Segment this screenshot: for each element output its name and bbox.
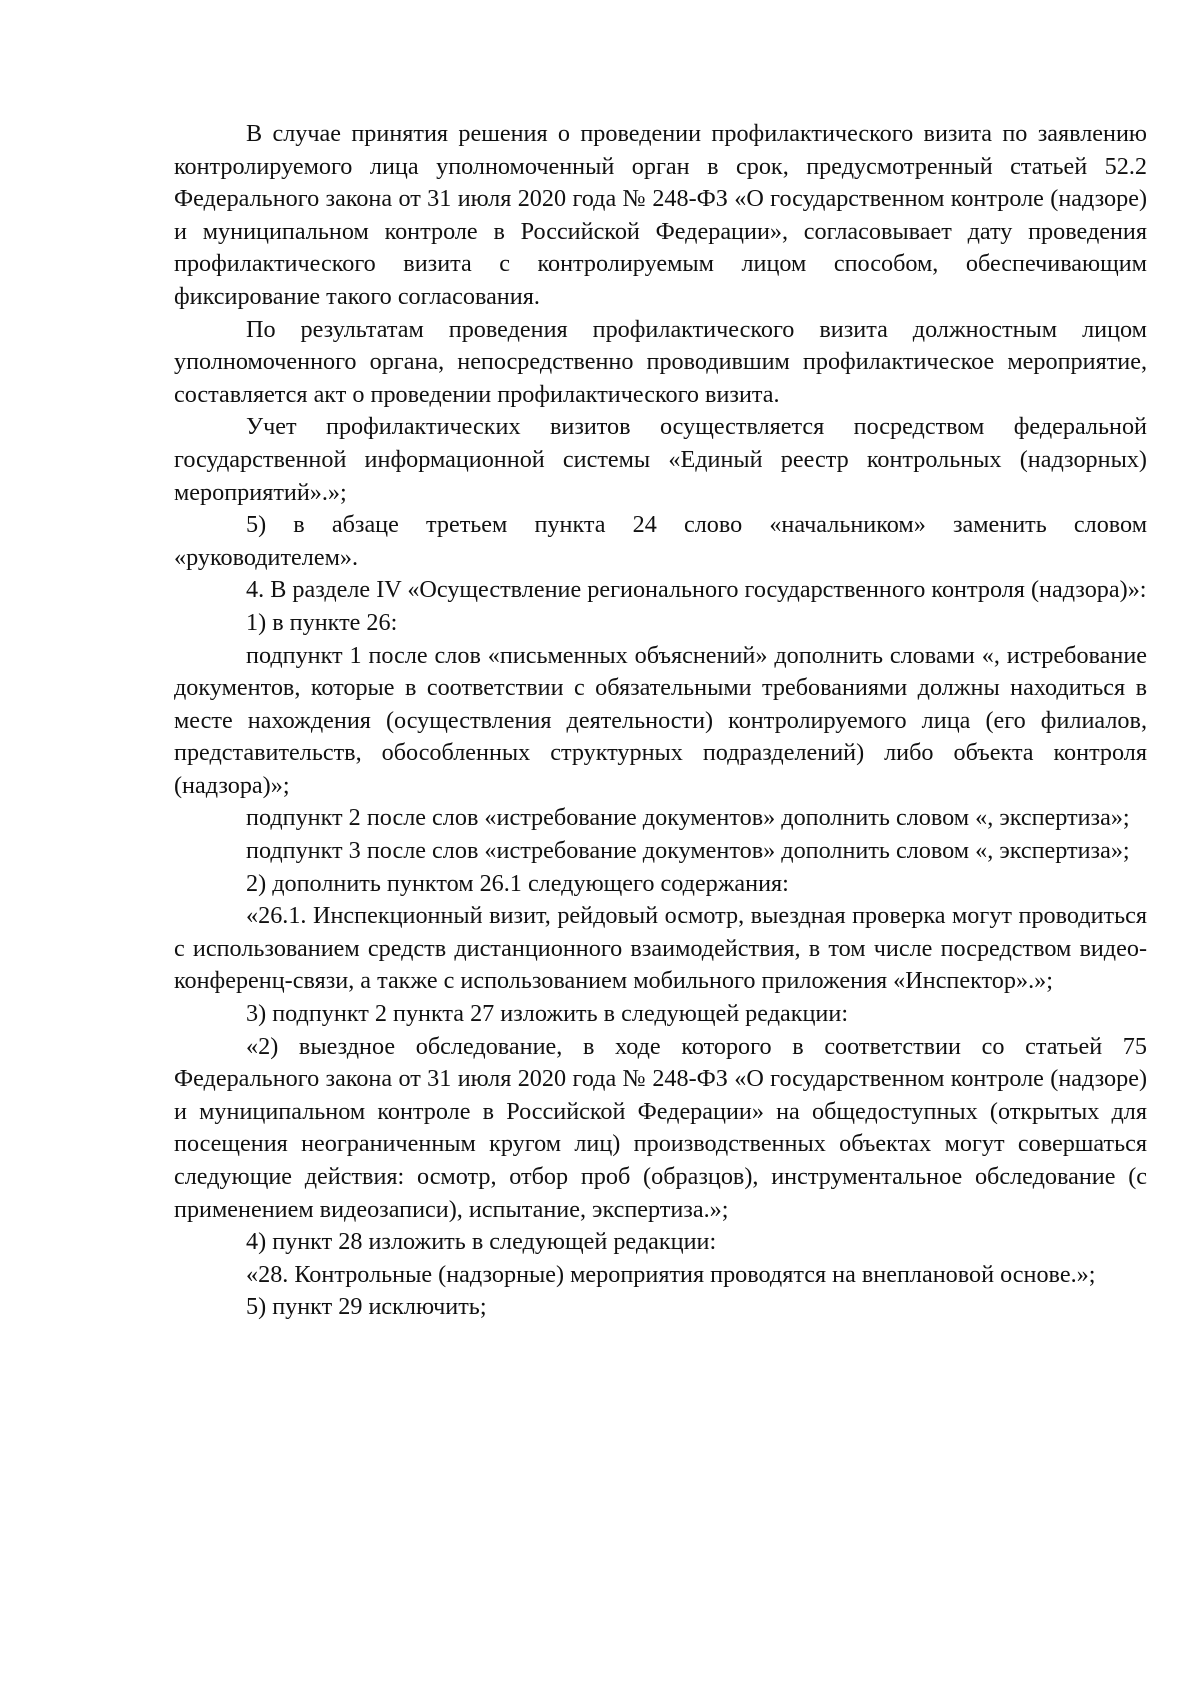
paragraph-item-4-p28: 4) пункт 28 изложить в следующей редакции: [246,1228,717,1256]
paragraph-p27-text: «2) выездное обследование, в ходе которого в соответствии со статьей 75 Федерального закона от 31 июля 2020 года № 248-ФЗ «О государственном контроле (надзоре) и муниципальном контроле в Российской Федерации» на общедоступных (открытых для посещения неограниченным кругом лиц) производственных объектах могут совершаться следующие действия: осмотр, отбор проб (образцов), инструментальное обследование (с применением видеозаписи), испытание, экспертиза.»; [174,1032,1147,1223]
paragraph-item-1-p26: 1) в пункте 26: [246,608,398,636]
paragraph-p28-text: «28. Контрольные (надзорные) мероприятия проводятся на внеплановой основе.»; [246,1260,1096,1288]
paragraph-visit-accounting: Учет профилактических визитов осуществляется посредством федеральной государственной информационной системы «Единый реестр контрольных (надзорных) мероприятий».»; [174,413,1147,506]
paragraph-subitem-2: подпункт 2 после слов «истребование документов» дополнить словом «, экспертиза»; [246,804,1130,832]
paragraph-visit-agreement: В случае принятия решения о проведении профилактического визита по заявлению контролируемого лица уполномоченный орган в срок, предусмотренный статьей 52.2 Федерального закона от 31 июля 2020 года № 248-ФЗ «О государственном контроле (надзоре) и муниципальном контроле в Российской Федерации», согласовывает дату проведения профилактического визита с контролируемым лицом способом, обеспечивающим фиксирование такого согласования. [174,120,1147,310]
paragraph-subitem-3: подпункт 3 после слов «истребование документов» дополнить словом «, экспертиза»; [246,837,1130,865]
paragraph-item-2-p26-1: 2) дополнить пунктом 26.1 следующего содержания: [246,869,789,897]
paragraph-item-5-p29: 5) пункт 29 исключить; [246,1293,487,1321]
paragraph-item-5-p24: 5) в абзаце третьем пункта 24 слово «начальником» заменить словом «руководителем». [174,511,1147,571]
paragraph-p26-1-text: «26.1. Инспекционный визит, рейдовый осмотр, выездная проверка могут проводиться с использованием средств дистанционного взаимодействия, в том числе посредством видео-конференц-связи, а также с использованием мобильного приложения «Инспектор».»; [174,902,1147,995]
paragraph-item-3-p27: 3) подпункт 2 пункта 27 изложить в следующей редакции: [246,1000,849,1028]
document-body [174,118,1147,1324]
paragraph-subitem-1: подпункт 1 после слов «письменных объяснений» дополнить словами «, истребование документов, которые в соответствии с обязательными требованиями должны находиться в месте нахождения (осуществления деятельности) контролируемого лица (его филиалов, представительств, обособленных структурных подразделений) либо объекта контроля (надзора)»; [174,641,1147,799]
paragraph-section-4: 4. В разделе IV «Осуществление регионального государственного контроля (надзора)»: [246,576,1147,604]
paragraph-visit-act: По результатам проведения профилактического визита должностным лицом уполномоченного органа, непосредственно проводившим профилактическое мероприятие, составляется акт о проведении профилактического визита. [174,315,1147,408]
